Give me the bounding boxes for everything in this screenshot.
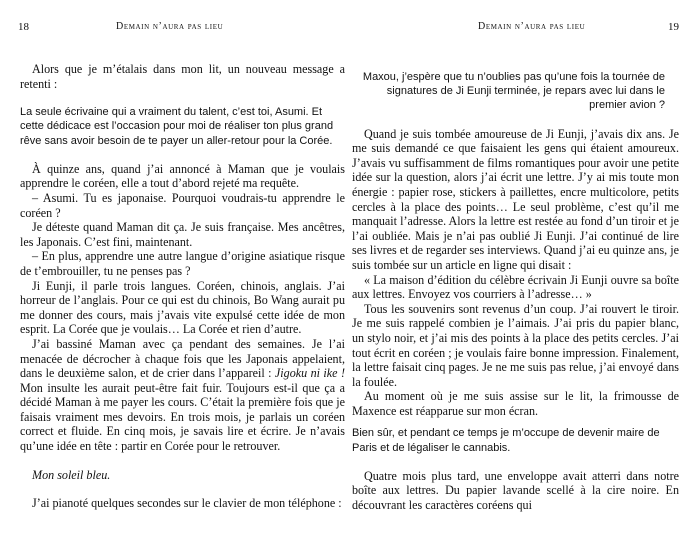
italic-line: Mon soleil bleu. <box>32 467 111 482</box>
text-message: Maxou, j’espère que tu n’oublies pas qu’une fois la tournée de signatures de Ji Eunji terminée, je repars avec lui dans le premier avion ? <box>362 71 665 112</box>
right-page-number: 19 <box>668 21 679 33</box>
paragraph: J’ai pianoté quelques secondes sur le clavier de mon téléphone : <box>32 496 342 511</box>
left-page-number: 18 <box>18 21 29 33</box>
paragraph <box>20 468 345 483</box>
right-page-body <box>352 62 679 513</box>
japanese-insult: Jigoku ni ike ! <box>274 366 345 381</box>
paragraph: Ji Eunji, il parle trois langues. Coréen, chinois, anglais. J’ai horreur de l’anglais. Pour ce qui est du chinois, Bo Wang aurait pu me donner des cours, mais j’avais vite expulsé cette idée de mon esprit. La Corée que je voulais… La Corée et rien d’autre. <box>20 278 345 337</box>
left-running-head <box>18 21 345 37</box>
paragraph: Au moment où je me suis assise sur le lit, la frimousse de Maxence est réapparue sur mon écran. <box>352 389 679 418</box>
left-running-title: Demain n’aura pas lieu <box>116 21 224 32</box>
paragraph-text: Mon insulte les aurait peut-être fait fuir. Toujours est-il que ça a décidé Maman à me payer les cours. C’était la première fois que je faisais vraiment mes devoirs. En trois mois, je parlais un coréen correct et fluide. En cinq mois, je savais lire et écrire. Je n’avais qu’une idée en tête : partir en Corée pour le retrouver. <box>20 380 345 454</box>
paragraph: Quatre mois plus tard, une enveloppe avait atterri dans notre boîte aux lettres. Du papier lavande scellé à la cire noire. En découvrant les caractères coréens qui <box>352 468 679 513</box>
dialogue-line: – En plus, apprendre une autre langue d’origine asiatique risque de t’embrouiller, tu ne penses pas ? <box>20 249 345 278</box>
quoted-article: « La maison d’édition du célèbre écrivain Ji Eunji ouvre sa boîte aux lettres. Envoyez vos courriers à l’adresse… » <box>352 272 679 302</box>
right-page <box>352 0 679 557</box>
paragraph: Alors que je m’étalais dans mon lit, un nouveau message a retenti : <box>20 62 345 91</box>
left-page <box>18 0 345 557</box>
dialogue-line: – Asumi. Tu es japonaise. Pourquoi voudrais-tu apprendre le coréen ? <box>20 190 345 220</box>
right-running-title: Demain n’aura pas lieu <box>478 21 586 32</box>
paragraph <box>20 337 345 454</box>
paragraph: À quinze ans, quand j’ai annoncé à Maman que je voulais apprendre le coréen, elle a tout d’abord rejeté ma requête. <box>20 161 345 191</box>
paragraph-text: J’ai bassiné Maman avec ça pendant des semaines. Je l’ai menacée de décrocher à chaque fois que les Japonais appelaient, dans le deuxième salon, et de crier dans l’appareil : <box>20 336 345 381</box>
paragraph: Je déteste quand Maman dit ça. Je suis française. Mes ancêtres, les Japonais. C’est fini, maintenant. <box>20 220 345 249</box>
right-running-head <box>352 21 679 37</box>
paragraph: Tous les souvenirs sont revenus d’un coup. J’ai rouvert le tiroir. Je me suis rappelé combien je l’aimais. J’ai pris du papier blanc, un stylo noir, et j’ai mis des points à la place des petits cercles. J’ai tout écrit en coréen ; je voulais faire bonne impression. Finalement, la lettre faisait cinq pages. Je ne me suis pas relue, j’ai envoyé dans la foulée. <box>352 301 679 389</box>
left-page-body <box>20 62 345 511</box>
paragraph: Quand je suis tombée amoureuse de Ji Eunji, j’avais dix ans. Je me suis demandé ce que faisaient les gens qui étaient amoureux. J’avais vu suffisamment de films romantiques pour avoir une petite idée sur la question, alors j’ai écrit une lettre. J’y ai mis toute mon énergie : papier rose, stickers à paillettes, encre multicolore, petits cercles à la place des points… Le seul problème, c’est qu’il me manquait l’adresse. Alors la lettre est restée au fond d’un tiroir et je l’ai oubliée. Mais je n’ai pas oublié Ji Eunji. J’ai continué de lire ses livres et de regarder ses interviews. Quand j’ai eu quinze ans, je suis tombée sur un article en ligne qui disait : <box>352 126 679 272</box>
text-message: Bien sûr, et pendant ce temps je m’occupe de devenir maire de Paris et de légaliser le cannabis. <box>352 427 660 454</box>
text-message: La seule écrivaine qui a vraiment du talent, c’est toi, Asumi. Et cette dédicace est l’occasion pour moi de réaliser ton plus grand rêve sans avoir besoin de te payer un aller-retour pour la Corée. <box>20 106 334 147</box>
